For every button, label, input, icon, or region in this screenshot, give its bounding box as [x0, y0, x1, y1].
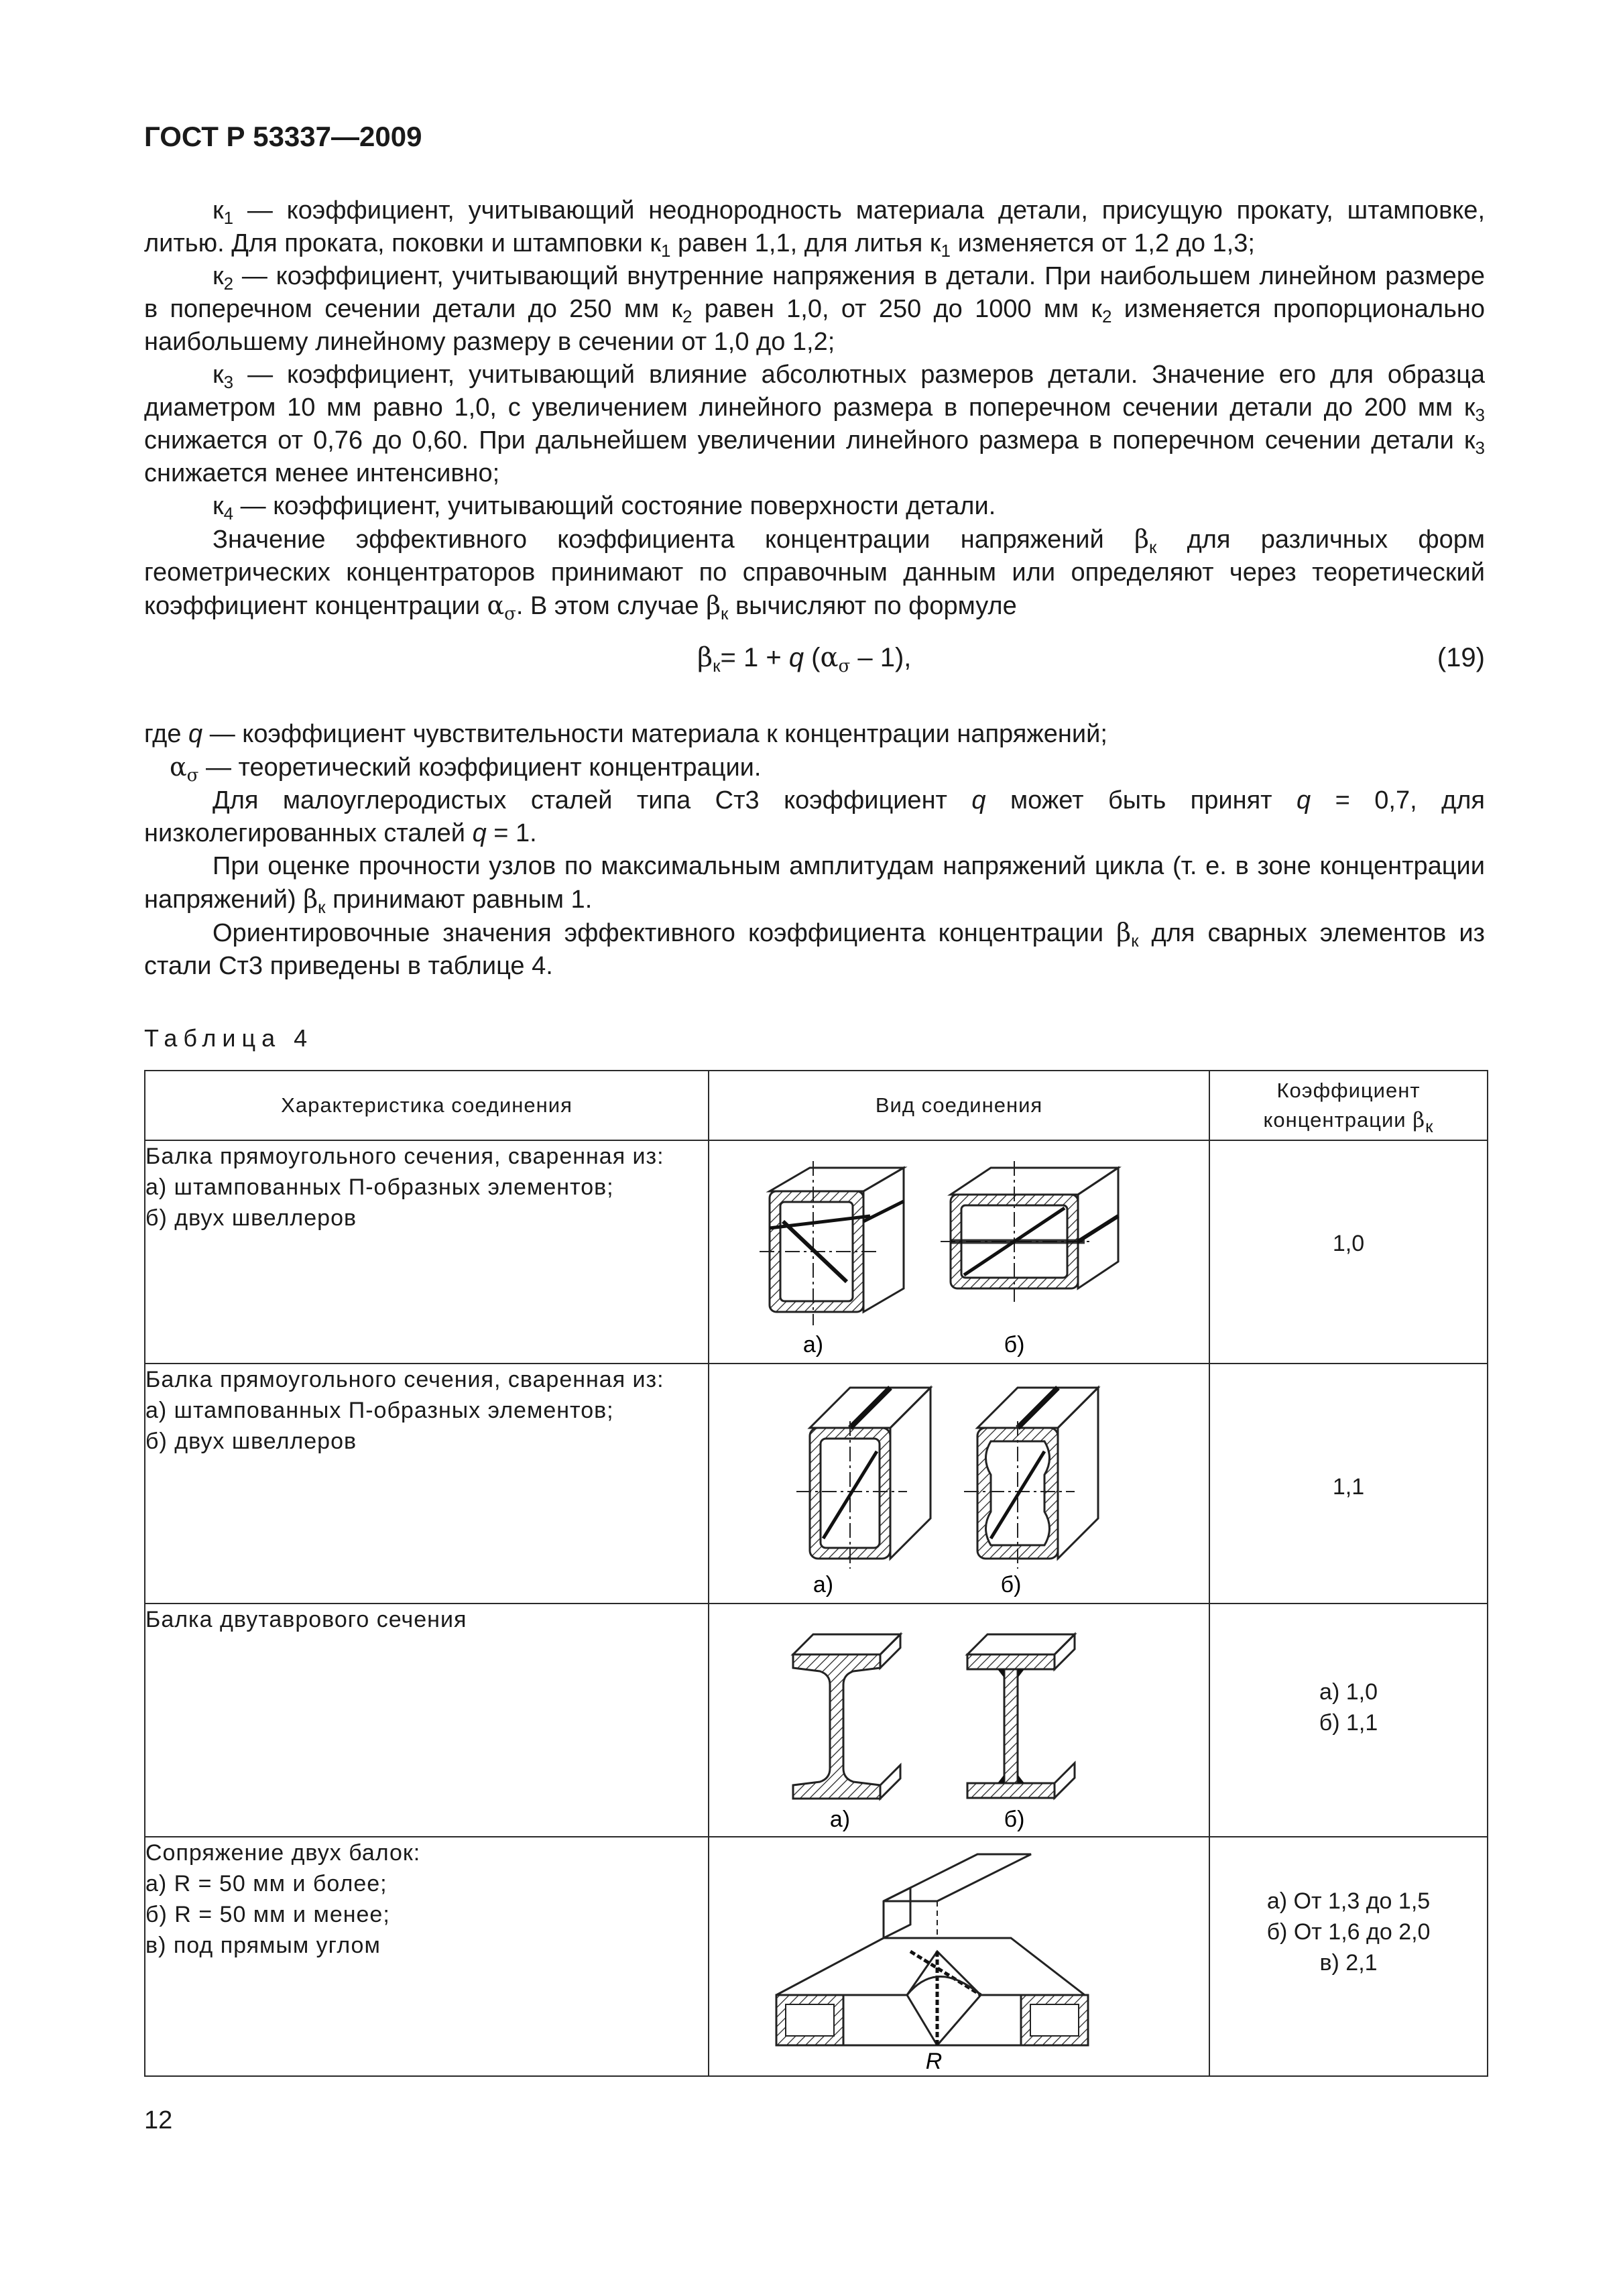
- formula-19: [144, 642, 1485, 709]
- paragraph-effective: Значение эффективного коэффициента концентрации напряжений $\beta_к$ для различных форм геометрических концентраторов принимают по справочным данным или определяют через теоретический коэффициент концентрации $\alpha_\sigma$. В этом случае $\beta_к$ вычисляют по формуле: [144, 524, 1485, 624]
- coefficient-line: а) 1,0: [1319, 1679, 1378, 1705]
- joint-figure-cell: [709, 1604, 1209, 1837]
- row-lead: Балка прямоугольного сечения, сваренная из:: [145, 1144, 664, 1169]
- i-beam-b-drawing: [967, 1634, 1075, 1798]
- figure-label-a: а): [802, 1332, 824, 1357]
- table-header-row: [145, 1071, 1488, 1140]
- row-item: а) штампованных П-образных элементов;: [145, 1174, 614, 1200]
- row-coefficient: [1209, 1837, 1488, 2076]
- row-item: б) R = 50 мм и менее;: [145, 1902, 390, 1927]
- coefficient-line: в) 2,1: [1319, 1950, 1378, 1976]
- paragraph-where: где q — коэффициент чувствительности материала к концентрации напряжений;: [144, 720, 1107, 748]
- paragraph-orientation: Ориентировочные значения эффективного коэффициента концентрации $\beta_к$ для сварных элементов из стали Ст3 приведены в таблице 4.: [144, 918, 1485, 980]
- row-description: [145, 1837, 709, 2076]
- row-description: [145, 1140, 709, 1364]
- figure-label-a: а): [813, 1572, 834, 1597]
- header-characteristic: Характеристика соединения: [145, 1071, 709, 1140]
- row-item: а) R = 50 мм и более;: [145, 1871, 387, 1896]
- row-description: [145, 1364, 709, 1604]
- table-row: [145, 1604, 1488, 1837]
- page-number: 12: [144, 2106, 173, 2134]
- box-a-drawing: [760, 1161, 904, 1325]
- tall-box-b-drawing: [964, 1388, 1098, 1569]
- row-lead: Балка двутаврового сечения: [145, 1607, 467, 1632]
- row-coefficient: [1209, 1604, 1488, 1837]
- radius-label: R: [925, 2049, 943, 2074]
- paragraph-k1: $к_1$ — коэффициент, учитывающий неоднородность материала детали, присущую прокату, штамповке, литью. Для проката, поковки и штамповки $к_1$ равен 1,1, для литья $к_1$ изменяется от 1,2 до 1,3;: [144, 196, 1485, 261]
- table-caption: Таблица 4: [144, 1024, 314, 1052]
- paragraph-k2: $к_2$ — коэффициент, учитывающий внутренние напряжения в детали. При наибольшем линейном размере в поперечном сечении детали до 250 мм $к_2$ равен 1,0, от 250 до 1000 мм $к_2$ изменяется пропорционально наибольшему линейному размеру в сечении от 1,0 до 1,2;: [144, 262, 1486, 356]
- box-b-drawing: [941, 1161, 1118, 1302]
- table-4: [144, 1070, 1488, 2077]
- figure-label-b: б): [1004, 1807, 1025, 1832]
- paragraph-k4: $к_4$ — коэффициент, учитывающий состояние поверхности детали.: [213, 492, 996, 524]
- row-item: а) штампованных П-образных элементов;: [145, 1398, 614, 1423]
- header-joint-type: Вид соединения: [709, 1071, 1209, 1140]
- figure-label-b: б): [1004, 1332, 1025, 1357]
- rect-beam-figure-b: [709, 1364, 1209, 1603]
- figure-label-a: а): [829, 1807, 851, 1832]
- row-item: в) под прямым углом: [145, 1933, 381, 1958]
- formula-expression: $\beta_к= 1 + q$ $(\alpha_\sigma - 1)$,: [697, 642, 912, 676]
- table-row: [145, 1364, 1488, 1604]
- body-text: [144, 194, 1485, 983]
- i-beam-figure: [709, 1604, 1209, 1836]
- document-header: ГОСТ Р 53337—2009: [144, 121, 422, 152]
- row-lead: Балка прямоугольного сечения, сваренная из:: [145, 1367, 664, 1392]
- joint-figure-cell: [709, 1364, 1209, 1604]
- paragraph-k3: $к_3$ — коэффициент, учитывающий влияние абсолютных размеров детали. Значение его для образца диаметром 10 мм равно 1,0, с увеличением линейного размера в поперечном сечении детали до 200 мм $к_3$ снижается от 0,76 до 0,60. При дальнейшем увеличении линейного размера в поперечном сечении детали $к_3$ снижается менее интенсивно;: [144, 361, 1485, 487]
- figure-label-b: б): [1000, 1572, 1022, 1597]
- table-row: [145, 1140, 1488, 1364]
- table-row: [145, 1837, 1488, 2076]
- i-beam-a-drawing: [793, 1634, 900, 1799]
- paragraph-alpha: $\alpha_\sigma$ — теоретический коэффициент концентрации.: [170, 752, 762, 786]
- coefficient-value: 1,1: [1332, 1474, 1365, 1500]
- beam-junction-drawing: [776, 1854, 1088, 2045]
- row-item: б) двух швеллеров: [145, 1429, 357, 1454]
- paragraph-assessment: При оценке прочности узлов по максимальным амплитудам напряжений цикла (т. е. в зоне концентрации напряжений) $\beta_к$ принимают равным 1.: [144, 852, 1485, 917]
- tall-box-a-drawing: [796, 1388, 930, 1569]
- coefficient-line: б) От 1,6 до 2,0: [1266, 1919, 1431, 1945]
- coefficient-value: 1,0: [1332, 1231, 1365, 1256]
- header-coefficient: Коэффициент концентрации $\beta_к$: [1209, 1071, 1488, 1140]
- row-coefficient: [1209, 1140, 1488, 1364]
- row-item: б) двух швеллеров: [145, 1205, 357, 1231]
- paragraph-steel: Для малоуглеродистых сталей типа Ст3 коэффициент q может быть принят q = 0,7, для низколегированных сталей q = 1.: [144, 786, 1485, 847]
- joint-figure-cell: [709, 1140, 1209, 1364]
- row-description: [145, 1604, 709, 1837]
- row-coefficient: [1209, 1364, 1488, 1604]
- coefficient-line: а) От 1,3 до 1,5: [1266, 1888, 1431, 1914]
- formula-number: (19): [1437, 643, 1485, 672]
- row-lead: Сопряжение двух балок:: [145, 1840, 421, 1866]
- rect-beam-figure-a: [709, 1141, 1209, 1363]
- beam-junction-figure: [709, 1837, 1209, 2075]
- coefficient-line: б) 1,1: [1319, 1710, 1378, 1736]
- joint-figure-cell: [709, 1837, 1209, 2076]
